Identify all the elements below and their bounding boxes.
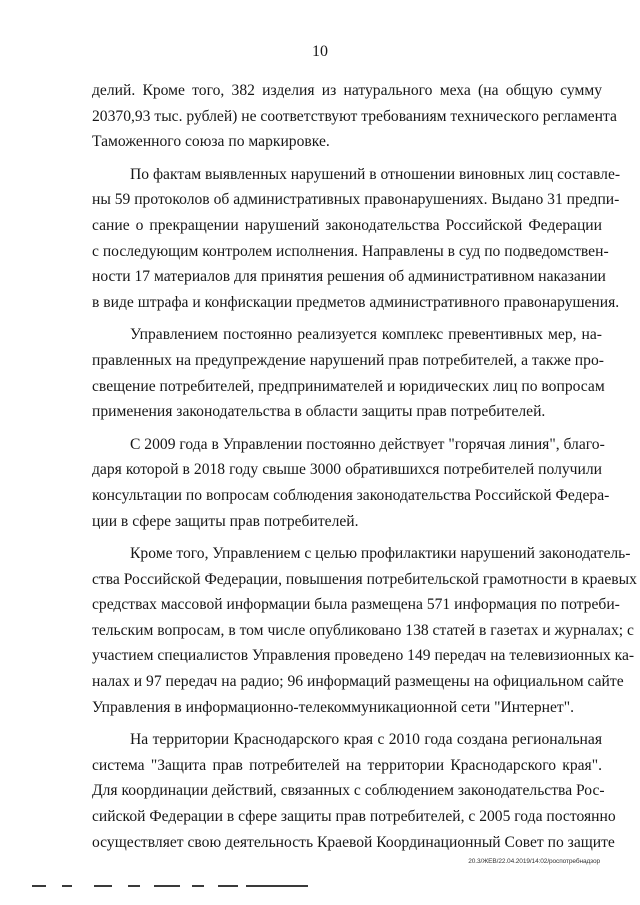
paragraph	[92, 541, 637, 720]
paragraph-line: Управления в информационно-телекоммуникационной сети "Интернет".	[92, 698, 574, 716]
paragraph-line: тельским вопросам, в том числе опубликовано 138 статей в газетах и журналах; с	[92, 621, 634, 639]
paragraph-line: ства Российской Федерации, повышения потребительской грамотности в краевых	[92, 570, 637, 588]
paragraph	[92, 322, 605, 424]
paragraph-line: система "Защита прав потребителей на территории Краснодарского края".	[92, 756, 602, 774]
paragraph-line: применения законодательства в области защиты прав потребителей.	[92, 403, 546, 421]
paragraph-line: ности 17 материалов для принятия решения об административном наказании	[92, 268, 606, 286]
paragraph-line: сание о прекращении нарушений законодательства Российской Федерации	[92, 216, 602, 234]
paragraph-line: 20370,93 тыс. рублей) не соответствуют требованиям технического регламента	[92, 107, 617, 125]
paragraph-line: средствах массовой информации была размещена 571 информация по потреби-	[92, 596, 620, 614]
paragraph-line: Управлением постоянно реализуется комплекс превентивных мер, на-	[130, 326, 602, 344]
paragraph	[92, 727, 616, 855]
paragraph-line: правленных на предупреждение нарушений прав потребителей, а также про-	[92, 351, 604, 369]
paragraph-line: Для координации действий, связанных с соблюдением законодательства Рос-	[92, 782, 605, 800]
paragraph-line: осуществляет свою деятельность Краевой Координационный Совет по защите	[92, 833, 615, 851]
paragraph-line: сийской Федерации в сфере защиты прав потребителей, с 2005 года постоянно	[92, 808, 616, 826]
paragraph-line: делий. Кроме того, 382 изделия из натурального меха (на общую сумму	[92, 82, 602, 99]
paragraph-line: в виде штрафа и конфискации предметов административного правонарушения.	[92, 293, 620, 311]
paragraph	[92, 432, 610, 534]
paragraph-line: ны 59 протоколов об административных правонарушениях. Выдано 31 предпи-	[92, 191, 620, 209]
paragraph-line: По фактам выявленных нарушений в отношении виновных лиц составле-	[130, 165, 621, 183]
paragraph	[92, 78, 617, 155]
paragraph-line: На территории Краснодарского края с 2010 года создана региональная	[130, 731, 602, 749]
document-body	[92, 78, 637, 862]
paragraph-line: Кроме того, Управлением с целью профилактики нарушений законодатель-	[130, 545, 631, 563]
paragraph-line: Таможенного союза по маркировке.	[92, 133, 330, 151]
paragraph-line: участием специалистов Управления проведено 149 передач на телевизионных ка-	[92, 647, 635, 665]
paragraph-line: ции в сфере защиты прав потребителей.	[92, 512, 359, 530]
paragraph-line: консультации по вопросам соблюдения законодательства Российской Федера-	[92, 486, 610, 504]
page-number: 10	[312, 43, 328, 60]
paragraph-line: С 2009 года в Управлении постоянно действует "горячая линия", благо-	[130, 435, 605, 453]
footer-stamp: 20.3/ЖЕВ/22.04.2019/14:02/роспотребнадзор	[468, 858, 600, 865]
paragraph-line: с последующим контролем исполнения. Направлены в суд по подведомствен-	[92, 242, 609, 260]
paragraph-line: даря которой в 2018 году свыше 3000 обратившихся потребителей получили	[92, 461, 602, 479]
scan-artifact-line	[32, 885, 332, 888]
paragraph	[92, 162, 621, 316]
paragraph-line: налах и 97 передач на радио; 96 информаций размещены на официальном сайте	[92, 673, 624, 691]
paragraph-line: свещение потребителей, предпринимателей и юридических лиц по вопросам	[92, 377, 605, 395]
